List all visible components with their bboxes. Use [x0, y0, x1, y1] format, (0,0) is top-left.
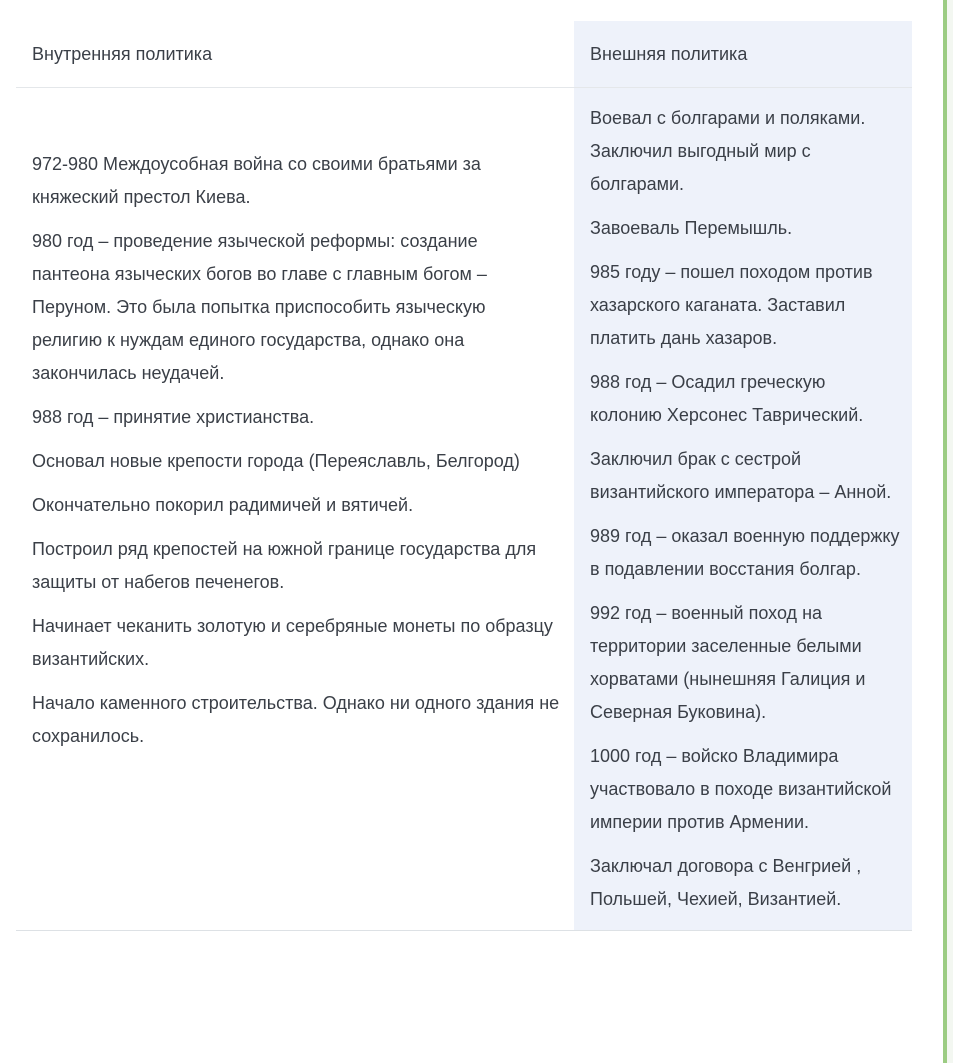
table-body-row [16, 88, 912, 931]
internal-policy-cell [16, 88, 574, 931]
external-entry: 1000 год – войско Владимира участвовало в походе византийской империи против Армении. [590, 746, 892, 832]
page-edge [947, 0, 953, 1063]
internal-entry: 988 год – принятие христианства. [32, 407, 315, 427]
header-external-policy: Внешняя политика [574, 21, 912, 88]
external-entry: 992 год – военный поход на территории заселенные белыми хорватами (нынешняя Галиция и Северная Буковина). [590, 603, 866, 722]
policy-table [16, 21, 912, 931]
internal-entry: 980 год – проведение языческой реформы: создание пантеона языческих богов во главе с главным богом – Перуном. Это была попытка приспособить языческую религию к нуждам единого государства, однако она закончилась неудачей. [32, 231, 487, 383]
header-internal-policy: Внутренняя политика [16, 21, 574, 88]
internal-entry: Начало каменного строительства. Однако ни одного здания не сохранилось. [32, 693, 560, 746]
external-entry: 985 году – пошел походом против хазарского каганата. Заставил платить дань хазаров. [590, 262, 873, 348]
external-entry: Завоеваль Перемышль. [590, 218, 793, 238]
external-entry: 988 год – Осадил греческую колонию Херсонес Таврический. [590, 372, 864, 425]
internal-entry: Построил ряд крепостей на южной границе государства для защиты от набегов печенегов. [32, 539, 537, 592]
internal-entry: Основал новые крепости города (Переяславль, Белгород) [32, 451, 520, 471]
internal-entry: Окончательно покорил радимичей и вятичей. [32, 495, 414, 515]
table-header-row [16, 21, 912, 88]
internal-entry: Начинает чеканить золотую и серебряные монеты по образцу византийских. [32, 616, 553, 669]
external-entry: 989 год – оказал военную поддержку в подавлении восстания болгар. [590, 526, 900, 579]
external-entry: Заключал договора с Венгрией , Польшей, Чехией, Византией. [590, 856, 862, 909]
external-policy-cell [574, 88, 912, 931]
external-entry: Воевал с болгарами и поляками. Заключил выгодный мир с болгарами. [590, 108, 866, 194]
external-entry: Заключил брак с сестрой византийского императора – Анной. [590, 449, 892, 502]
internal-entry: 972-980 Междоусобная война со своими братьями за княжеский престол Киева. [32, 154, 481, 207]
